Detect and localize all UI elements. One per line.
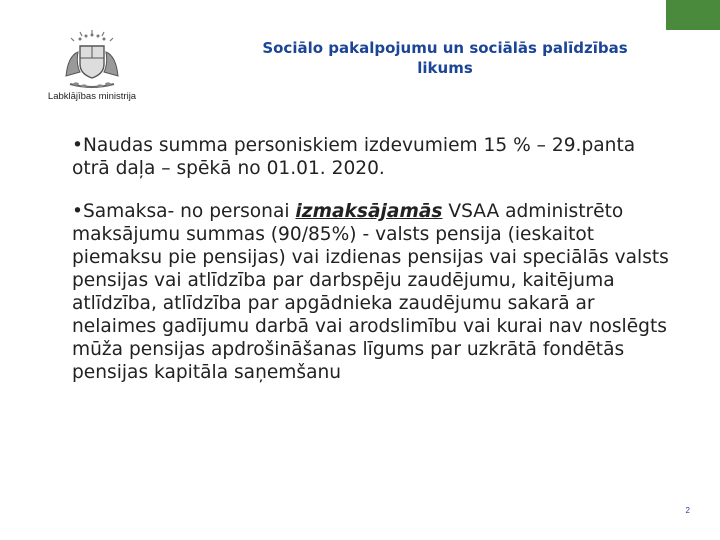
bullet-1: •Naudas summa personiskiem izdevumiem 15 % – 29.panta otrā daļa – spēkā no 01.01. 2020.	[72, 135, 636, 179]
ministry-logo	[40, 30, 144, 110]
page-number: 2	[685, 506, 690, 515]
title-line-2: likums	[417, 59, 473, 77]
bullet-2	[72, 200, 672, 384]
title-line-1: Sociālo pakalpojumu un sociālās palīdzības	[262, 39, 628, 57]
coat-of-arms-icon	[60, 30, 124, 90]
logo-text: Labklājības ministrija	[47, 91, 137, 102]
bullet-2-prefix: •Samaksa- no personai	[72, 201, 296, 222]
page-title	[210, 38, 680, 78]
green-corner-tab	[666, 0, 720, 30]
bullet-2-emphasis: izmaksājamās	[295, 201, 443, 222]
bullet-2-text: VSAA administrēto maksājumu summas (90/85%) - valsts pensija (ieskaitot piemaksu pie pensijas) vai izdienas pensijas vai speciālās valsts pensijas vai atlīdzība par darbspēju zaudējumu, kaitējuma atlīdzība, atlīdzība par apgādnieka zaudējumu sakarā ar nelaimes gadījumu darbā vai arodslimību vai kurai nav noslēgts mūža pensijas apdrošināšanas līgums par uzkrātā fondētās pensijas kapitāla saņemšanu	[72, 201, 669, 383]
slide-content	[72, 134, 672, 384]
